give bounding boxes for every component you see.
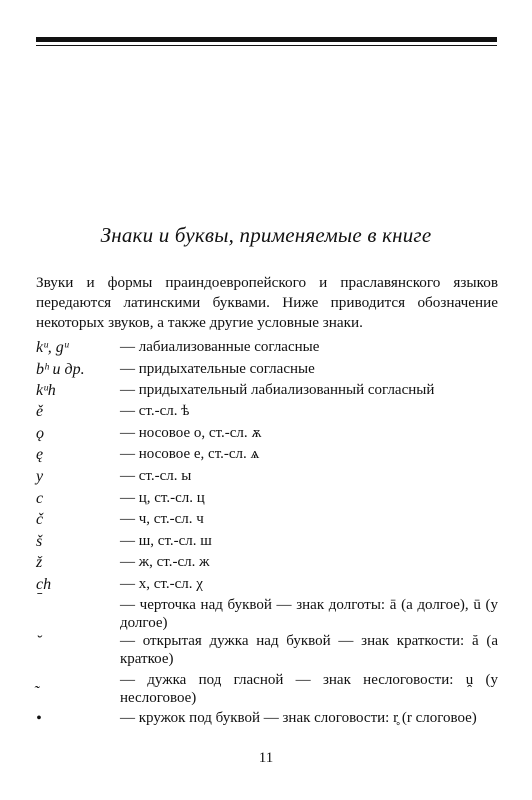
entry-description: — лабиализованные согласные — [120, 339, 320, 355]
entry-description: — ц, ст.-сл. ц — [120, 490, 205, 506]
entry-symbol: c — [36, 490, 44, 507]
entry-description: — ш, ст.-сл. ш — [120, 533, 212, 549]
entry-description: — ст.-сл. ы — [120, 468, 192, 484]
entry-description: — носовое о, ст.-сл. ѫ — [120, 425, 262, 441]
page-number: 11 — [258, 750, 274, 766]
entry-description: — придыхательный лабиализованный согласный — [120, 382, 435, 398]
entry-symbol: š — [36, 533, 43, 550]
entry-description: — ст.-сл. ѣ — [120, 403, 190, 419]
section-title: Знаки и буквы, применяемые в книге — [100, 223, 432, 247]
intro-paragraph: Звуки и формы праиндоевропейского и праславянского языков передаются латинскими буквами. Ниже приводится обозначение некоторых звуков, а также другие условные знаки. — [36, 274, 498, 331]
entry-symbol: ě — [36, 403, 44, 420]
entry-description: — придыхательные согласные — [120, 361, 315, 377]
entry-symbol: ˉ — [36, 590, 42, 607]
entry-description: — х, ст.-сл. χ — [120, 576, 203, 592]
entry-symbol: kᵘh — [36, 382, 56, 399]
entry-description: — черточка над буквой — знак долготы: ā (а долгое), ū (у долгое) — [120, 597, 498, 631]
entry-description: — кружок под буквой — знак слоговости: r̥ (r слоговое) — [120, 710, 477, 726]
header-rule-thick — [36, 37, 497, 42]
entry-symbol: ch — [36, 576, 52, 593]
entry-symbol: ˘ — [36, 633, 42, 650]
entry-symbol: • — [36, 710, 42, 727]
entry-description: — открытая дужка над буквой — знак краткости: ă (а краткое) — [120, 633, 498, 667]
entry-symbol: kᵘ, gᵘ — [36, 339, 69, 356]
entry-description: — ч, ст.-сл. ч — [120, 511, 204, 527]
entry-symbol: y — [36, 468, 44, 485]
entry-symbol: č — [36, 511, 44, 528]
entry-symbol: ę — [36, 446, 44, 463]
header-rule-thin — [36, 45, 497, 46]
entry-symbol: bʰ и др. — [36, 361, 85, 378]
entry-description: — дужка под гласной — знак неслоговости: ṷ (у неслоговое) — [120, 672, 498, 706]
entry-description: — ж, ст.-сл. ж — [120, 554, 210, 570]
entry-symbol: ǫ — [36, 425, 44, 442]
entry-symbol: ˷ — [36, 672, 42, 689]
entry-description: — носовое е, ст.-сл. ѧ — [120, 446, 260, 462]
entry-symbol: ž — [36, 554, 43, 571]
